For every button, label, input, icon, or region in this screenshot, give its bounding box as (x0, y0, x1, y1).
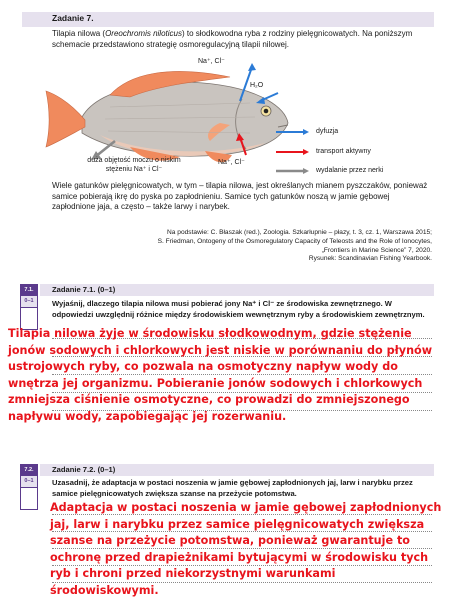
question-7-1: Wyjaśnij, dlaczego tilapia nilowa musi pobierać jony Na⁺ i Cl⁻ ze środowiska zewnętrznego. W odpowiedzi uwzględnij różnice między środowiskiem wewnętrznym ryby a środowiskiem zewnętrznym. (52, 299, 425, 319)
score-tab-7-2 (20, 464, 38, 510)
label-ions-bottom: Na⁺, Cl⁻ (218, 159, 245, 166)
task-header (22, 12, 434, 27)
label-ions-top: Na⁺, Cl⁻ (198, 58, 225, 65)
tab-score: 0–1 (21, 476, 37, 488)
subtask-title-7-1: Zadanie 7.1. (0–1) (52, 285, 116, 294)
task-title: Zadanie 7. (52, 13, 94, 23)
label-water: H₂O (250, 82, 264, 89)
legend-kidney-excretion: wydalanie przez nerki (316, 167, 384, 174)
subtask-header-7-1 (40, 284, 434, 296)
source-line-2: S. Friedman, Ontogeny of the Osmoregulatory Capacity of Teleosts and the Role of Ionocytes, (157, 237, 432, 245)
fish-tail (46, 91, 85, 147)
source-line-1: Na podstawie: C. Błaszak (red.), Zoologia. Szkarłupnie – płazy, t. 3, cz. 1, Warszawa 2015; (167, 229, 432, 236)
legend-diffusion: dyfuzja (316, 128, 339, 135)
osmoregulation-figure (20, 55, 435, 177)
handwritten-answer-7-1[interactable]: Tilapia nilowa żyje w środowisku słodkowodnym, gdzie stężenie jonów sodowych i chlorkowych jest niskie w porównaniu do płynów ustrojowych ryby, co pozwala na osmotyczny napływ wody do wnętrza jej organizmu. Pobieranie jonów sodowych i chlorkowych zmniejsza ciśnienie osmotyczne, co prowadzi do zmniejszonego napływu wody, zapobiegając jej rozerwaniu. (8, 327, 433, 423)
score-tab-7-1 (20, 284, 38, 330)
tab-number: 7.2. (21, 465, 37, 476)
species-name: Oreochromis niloticus (105, 29, 182, 38)
tab-number: 7.1. (21, 285, 37, 296)
subtask-header-7-2 (40, 464, 434, 476)
handwritten-answer-7-2[interactable]: Adaptacja w postaci noszenia w jamie gębowej zapłodnionych jaj, larw i narybku przez samice pielęgnicowatych zwiększa szanse na przeżycie potomstwa, ponieważ gwarantuje to ochronę przed drapieżnikami bytującymi w środowisku tych ryb i chroni przed niekorzystnymi warunkami środowiskowymi. (50, 501, 442, 597)
legend-active-transport: transport aktywny (316, 148, 371, 155)
subtask-title-7-2: Zadanie 7.2. (0–1) (52, 465, 116, 474)
source-line-3: „Frontiers in Marine Science” 7, 2020. (321, 246, 432, 254)
context-paragraph: Wiele gatunków pielęgnicowatych, w tym – tilapia nilowa, jest określanych mianem pyszczaków, ponieważ samice pobierają ikrę do pyska po zapłodnieniu. Samice tych gatunków noszą w jamie gębowej zapłodnione jaja, a często – także larwy i narybek. (52, 181, 428, 211)
sources (52, 229, 432, 264)
intro-text-2: ) to słodkowodna ryba z rodziny pielęgnicowatych. Na poniższym schemacie przedstawiono strategię osmoregulacyjną tilapii nilowej. (52, 29, 413, 49)
source-line-4: Rysunek: Scandinavian Fishing Yearbook. (308, 255, 432, 263)
question-7-2: Uzasadnij, że adaptacja w postaci noszenia w jamie gębowej zapłodnionych jaj, larw i narybku przez samice pielęgnicowatych zwiększa szanse na przeżycie potomstwa. (52, 478, 413, 498)
label-urine: duża objętość moczu o niskim stężeniu Na⁺ i Cl⁻ (87, 157, 181, 173)
tab-score: 0–1 (21, 296, 37, 308)
task-intro (52, 29, 432, 50)
intro-text-1: Tilapia nilowa ( (52, 29, 106, 38)
